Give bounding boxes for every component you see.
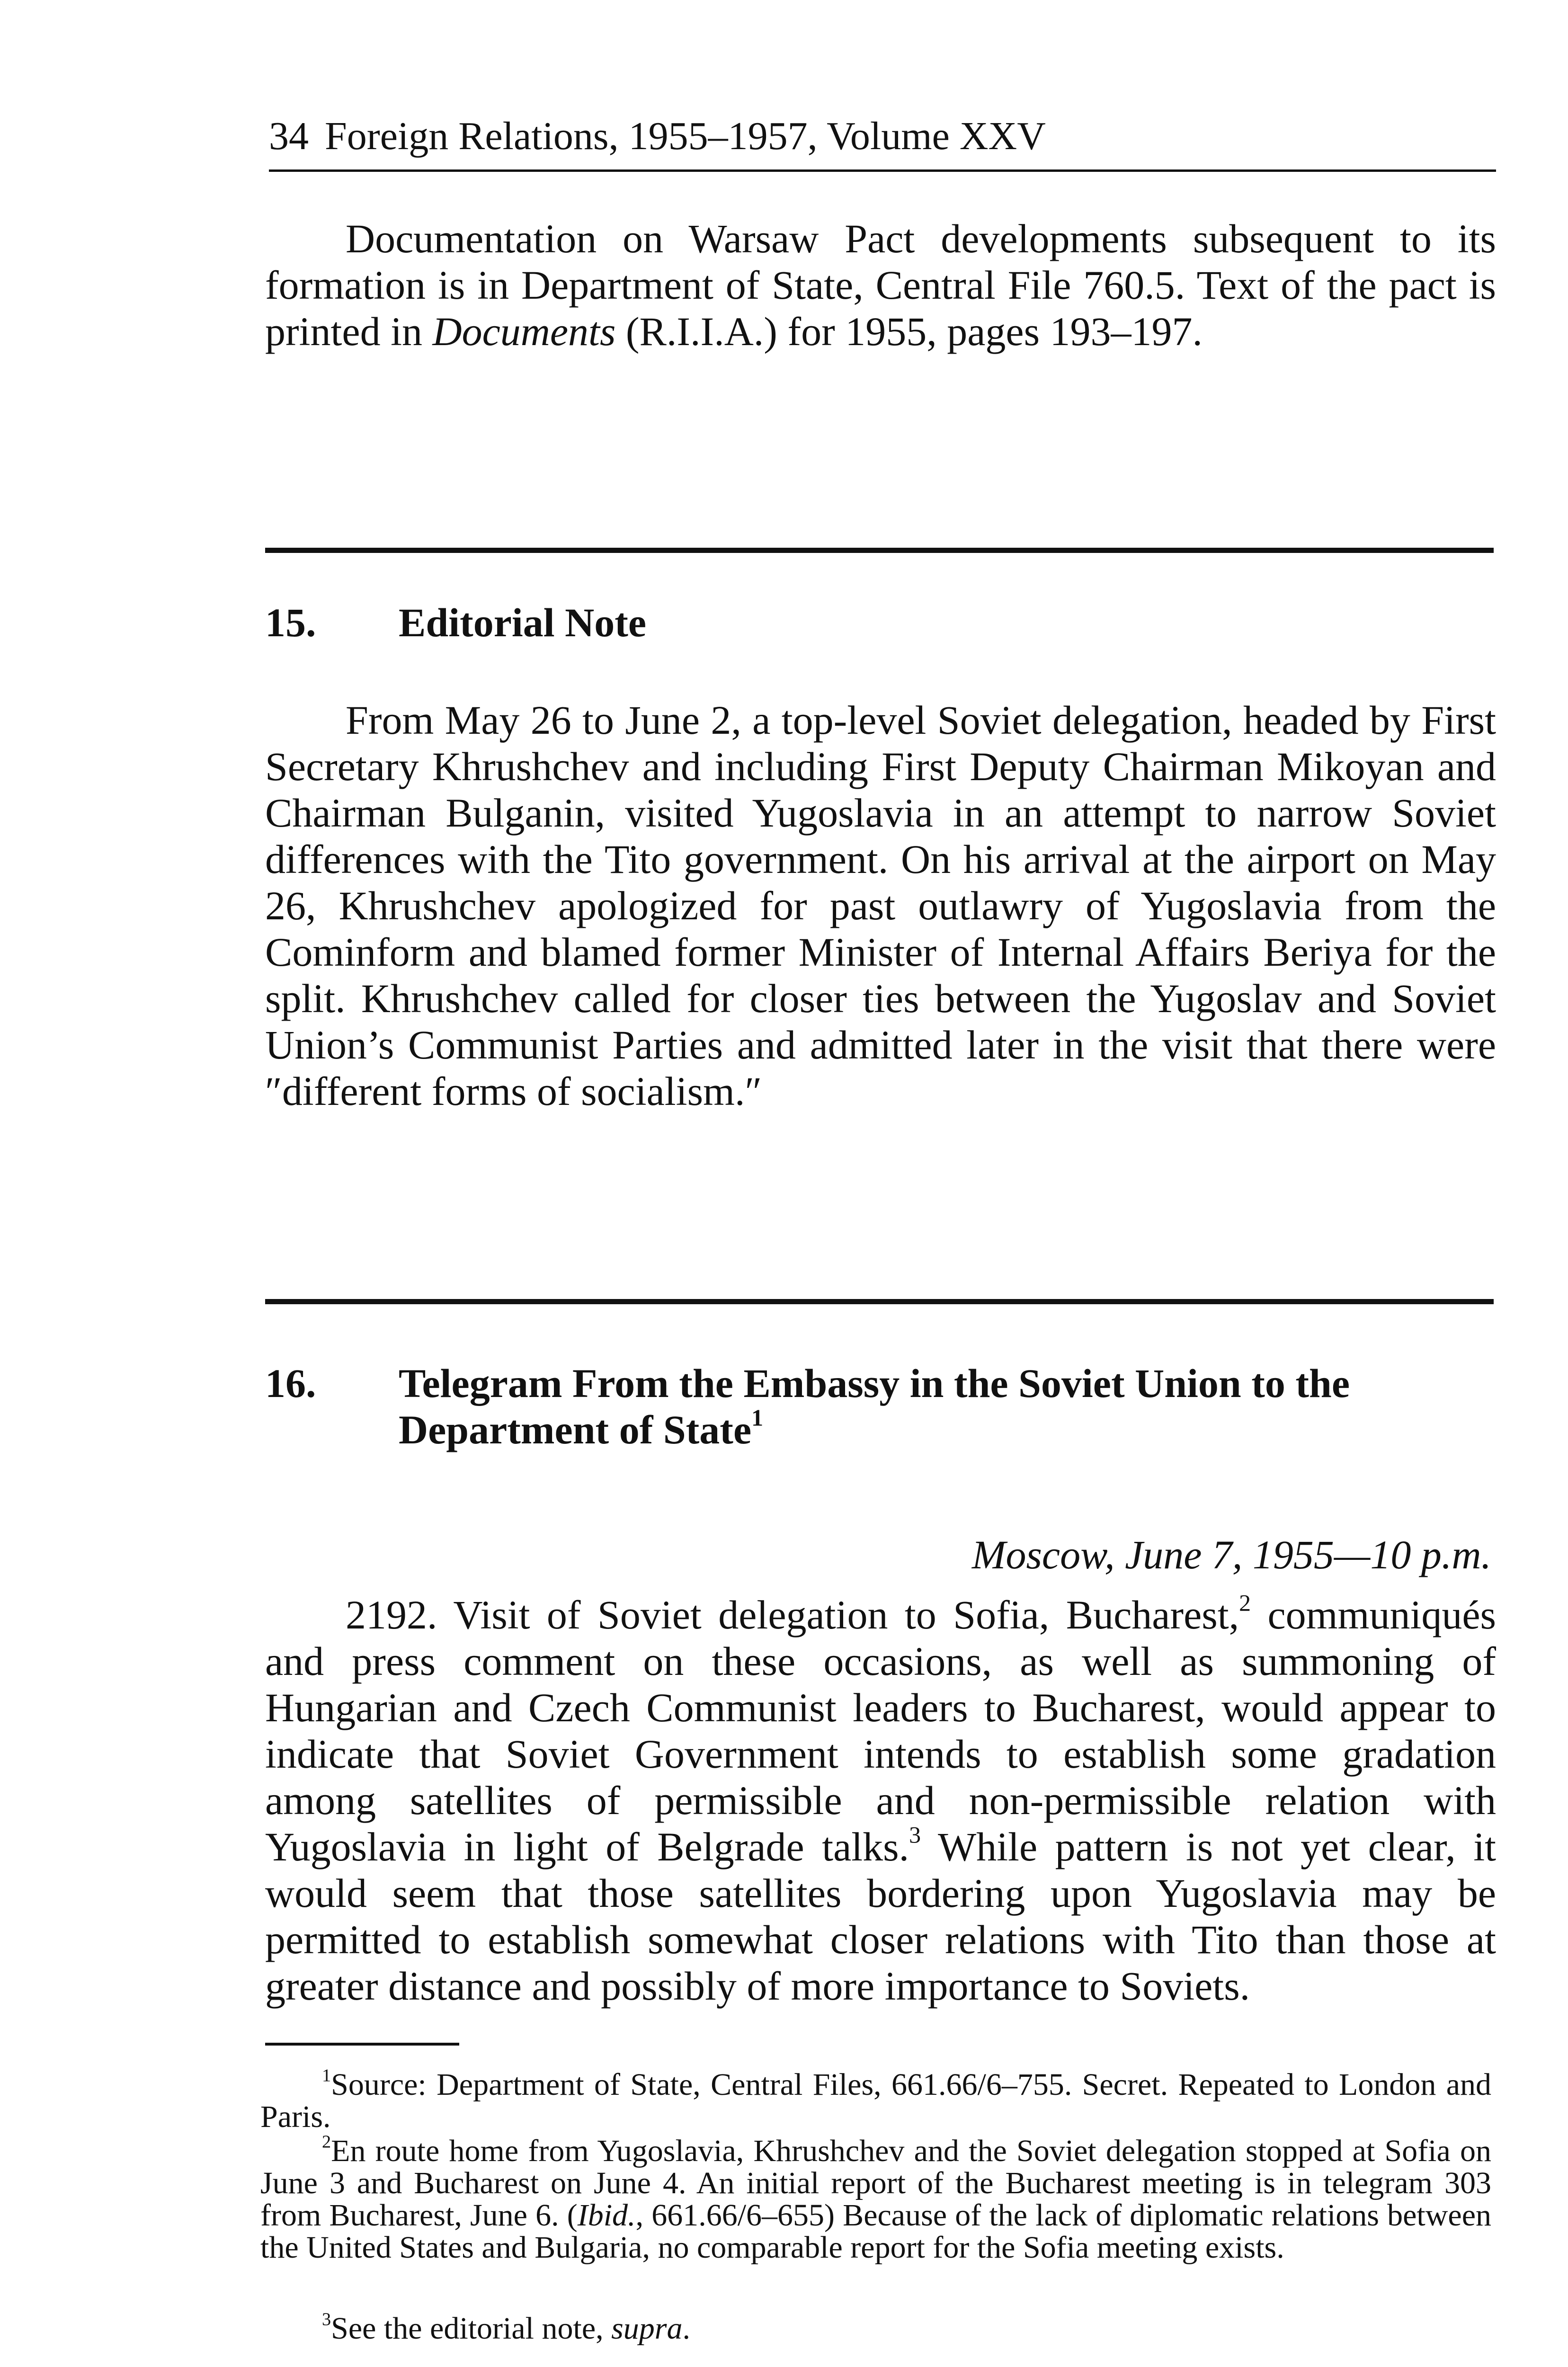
section-number: 16.	[265, 1361, 316, 1406]
editorial-note-body: From May 26 to June 2, a top-level Soviet delegation, headed by First Secretary Khrushchev and including First Deputy Chairman Mikoyan and Chairman Bulganin, visited Yugoslavia in an attempt to narrow Soviet differences with the Tito government. On his arrival at the airport on May 26, Khrushchev apologized for past outlawry of Yugoslavia from the Cominform and blamed former Minister of Internal Affairs Beriya for the split. Khrushchev called for closer ties between the Yugoslav and Soviet Union’s Communist Parties and admitted later in the visit that there were ″different forms of socialism.″	[265, 697, 1496, 1114]
section-divider	[265, 548, 1494, 553]
footnote: $^3$See the editorial note, supra.	[322, 2309, 690, 2346]
telegram-dateline: Moscow, June 7, 1955—10 p.m.	[971, 1532, 1491, 1577]
footnote-ref: 1	[751, 1405, 764, 1431]
section-number: 15.	[265, 600, 316, 645]
footnote-rule	[265, 2043, 459, 2046]
section-title: Telegram From the Embassy in the Soviet Union to the Department of State$^1$	[399, 1361, 1350, 1452]
section-title: Editorial Note	[399, 600, 647, 645]
running-title: Foreign Relations, 1955–1957, Volume XXV	[325, 114, 1046, 158]
footnote: $^2$En route home from Yugoslavia, Khrushchev and the Soviet delegation stopped at Sofia on June 3 and Bucharest on June 4. An initial report of the Bucharest meeting is in telegram 303 from Bucharest, June 6. (Ibid., 661.66/6–655) Because of the lack of diplomatic relations between the United States and Bulgaria, no comparable report for the Sofia meeting exists.	[260, 2132, 1491, 2265]
page-number: 34	[269, 114, 309, 158]
telegram-body: 2192. Visit of Soviet delegation to Sofia, Bucharest,$^2$ communiqués and press comment on these occasions, as well as summoning of Hungarian and Czech Communist leaders to Bucharest, would appear to indicate that Soviet Government intends to establish some gradation among satellites of permissible and non-permissible relation with Yugoslavia in light of Belgrade talks.$^3$ While pattern is not yet clear, it would seem that those satellites bordering upon Yugoslavia may be permitted to establish somewhat closer relations with Tito than those at greater distance and possibly of more importance to Soviets.	[265, 1590, 1496, 2009]
section-divider	[265, 1299, 1494, 1304]
footnote-ref: 3	[909, 1822, 921, 1848]
footnote-ref: 2	[1239, 1590, 1251, 1616]
running-header	[269, 108, 1496, 172]
intro-paragraph: Documentation on Warsaw Pact developments subsequent to its formation is in Department of State, Central File 760.5. Text of the pact is printed in Documents (R.I.I.A.) for 1955, pages 193–197.	[265, 216, 1496, 354]
footnote: $^1$Source: Department of State, Central Files, 661.66/6–755. Secret. Repeated to London and Paris.	[260, 2065, 1491, 2134]
